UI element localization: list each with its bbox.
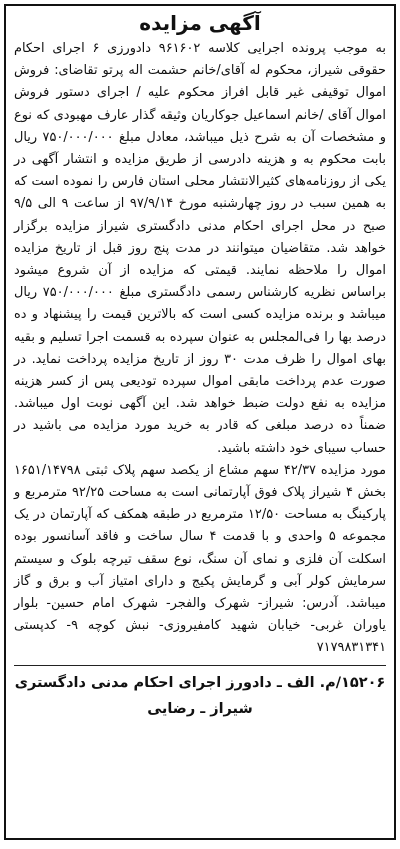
- signature-line-1: ۱۵۲۰۶/م. الف ـ دادورز اجرای احکام مدنی دادگستری: [14, 674, 386, 691]
- auction-notice: [4, 4, 396, 840]
- notice-signature: [14, 670, 386, 722]
- notice-paragraph-property: مورد مزایده ۴۲/۳۷ سهم مشاع از یکصد سهم پلاک ثبتی ۱۶۵۱/۱۴۷۹۸ بخش ۴ شیراز پلاک فوق آپارتمانی است به مساحت ۹۲/۲۵ مترمربع و پارکینگ به مساحت ۱۲/۵۰ مترمربع در طبقه همکف که آپارتمان در یک مجموعه ۵ واحدی و با قدمت ۴ سال ساخت و فاقد آسانسور بوده اسکلت آن فلزی و نمای آن سنگ، نوع سقف تیرچه بلوک و سیستم سرمایش کولر آبی و گرمایش پکیج و دارای امتیاز آب و برق و گاز میباشد. آدرس: شیراز- شهرک والفجر- شهرک امام حسین- بلوار یاوران غربی- خیابان شهید کامفیروزی- نبش کوچه ۹- کدپستی ۷۱۷۹۸۳۱۳۴۱: [14, 462, 386, 656]
- notice-title: آگهی مزایده: [139, 11, 261, 35]
- notice-paragraph-terms: به موجب پرونده اجرایی کلاسه ۹۶۱۶۰۲ دادورزی ۶ اجرای احکام حقوقی شیراز، محکوم له آقای/خانم حشمت اله پرتو تقاضای: فروش اموال توقیفی غیر قابل افراز محکوم علیه / اجرای دستور فروش اموال آقای /خانم اسماعیل جوکاریان وثیقه گذار عارف مهبودی که نوع و مشخصات آن به شرح ذیل میباشد، معادل مبلغ ۷۵۰/۰۰۰/۰۰۰ ریال بابت محکوم به و هزینه دادرسی از طریق مزایده و انتشار آگهی در یکی از روزنامه‌های کثیرالانتشار محلی استان فارس را نموده است که به همین سبب در روز چهارشنبه مورخ ۹۷/۹/۱۴ از ساعت ۹ الی ۹/۵ صبح در محل اجرای احکام مدنی دادگستری شیراز مزایده برگزار خواهد شد. متقاضیان میتوانند در مدت پنج روز قبل از تاریخ مزایده اموال را ملاحظه نمایند. قیمتی که مزایده از آن شروع میشود براساس نظریه کارشناس رسمی دادگستری مبلغ ۷۵۰/۰۰۰/۰۰۰ ریال میباشد و برنده مزایده کسی است که بالاترین قیمت را پیشنهاد و ده درصد بها را فی‌المجلس به عنوان سپرده به قسمت اجرا تسلیم و بقیه بهای اموال را ظرف مدت ۳۰ روز از تاریخ مزایده پرداخت نماید. در صورت عدم پرداخت مابقی اموال سپرده تودیعی پس از کسر هزینه مزایده به نفع دولت ضبط خواهد شد. این آگهی نوبت اول میباشد. ضمناً ده درصد مبلغی که قادر به خرید مورد مزایده می باشید در حساب سیبای خود داشته باشید.: [14, 41, 387, 456]
- divider-line: [14, 665, 386, 666]
- signature-line-2: شیراز ـ رضایی: [147, 700, 253, 717]
- notice-body: [14, 38, 386, 660]
